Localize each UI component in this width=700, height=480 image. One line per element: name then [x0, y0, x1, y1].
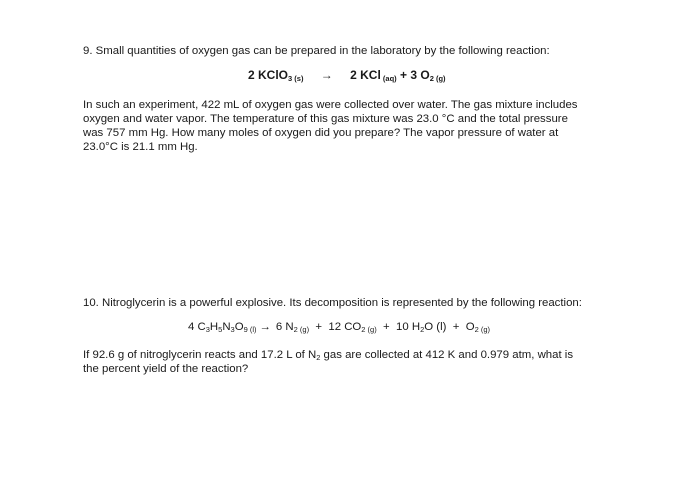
question-text: gas are collected at 412 K and 0.979 atm, what is: [320, 349, 574, 361]
subscript: 2: [420, 325, 425, 334]
state-label: (s): [292, 74, 304, 83]
eq-text: N: [222, 321, 231, 333]
problem-10-question: [83, 348, 643, 376]
question-line: 23.0°C is 21.1 mm Hg.: [83, 141, 198, 153]
problem-9-stem: 9. Small quantities of oxygen gas can be prepared in the laboratory by the following reaction:: [83, 45, 550, 57]
subscript: 9 (l): [243, 325, 257, 334]
state-label: (aq): [380, 74, 397, 83]
subscript: 2: [316, 353, 321, 362]
question-line: was 757 mm Hg. How many moles of oxygen did you prepare? The vapor pressure of water at: [83, 127, 559, 139]
state-label: (g): [433, 74, 446, 83]
question-line: oxygen and water vapor. The temperature of this gas mixture was 23.0 °C and the total pressure: [83, 113, 568, 125]
subscript: 2 (g): [361, 325, 377, 334]
subscript: 3: [205, 325, 210, 334]
problem-9: [83, 44, 643, 154]
subscript: 3: [230, 325, 235, 334]
eq-text: + 10 H: [376, 321, 421, 333]
problem-10-equation: [83, 320, 643, 334]
reaction-arrow: →: [320, 68, 333, 82]
problem-10: [83, 296, 643, 376]
eq-text: 6 N: [275, 321, 294, 333]
question-line: [83, 348, 643, 362]
question-line: the percent yield of the reaction?: [83, 363, 249, 375]
question-line: In such an experiment, 422 mL of oxygen gas were collected over water. The gas mixture includes: [83, 99, 578, 111]
eq-text: H: [209, 321, 219, 333]
problem-9-question: [83, 98, 643, 154]
eq-text: 4 C: [188, 321, 206, 333]
subscript: 2 (g): [474, 325, 490, 334]
subscript: 2: [429, 74, 434, 83]
product-o2: + 3 O: [396, 68, 430, 82]
eq-text: + 12 CO: [309, 321, 362, 333]
problem-9-equation: [83, 68, 643, 82]
product-kcl: 2 KCl: [350, 68, 381, 82]
question-text: If 92.6 g of nitroglycerin reacts and 17.2 L of N: [83, 349, 317, 361]
eq-text: O: [234, 321, 244, 333]
subscript: 2 (g): [293, 325, 310, 334]
problem-10-stem: 10. Nitroglycerin is a powerful explosive. Its decomposition is represented by the following reaction:: [83, 297, 582, 309]
reaction-arrow: →: [259, 321, 271, 333]
eq-text: O (l) + O: [424, 321, 475, 333]
subscript: 5: [218, 325, 223, 334]
reactant-kclo3: 2 KClO: [248, 68, 289, 82]
subscript: 3: [288, 74, 293, 83]
